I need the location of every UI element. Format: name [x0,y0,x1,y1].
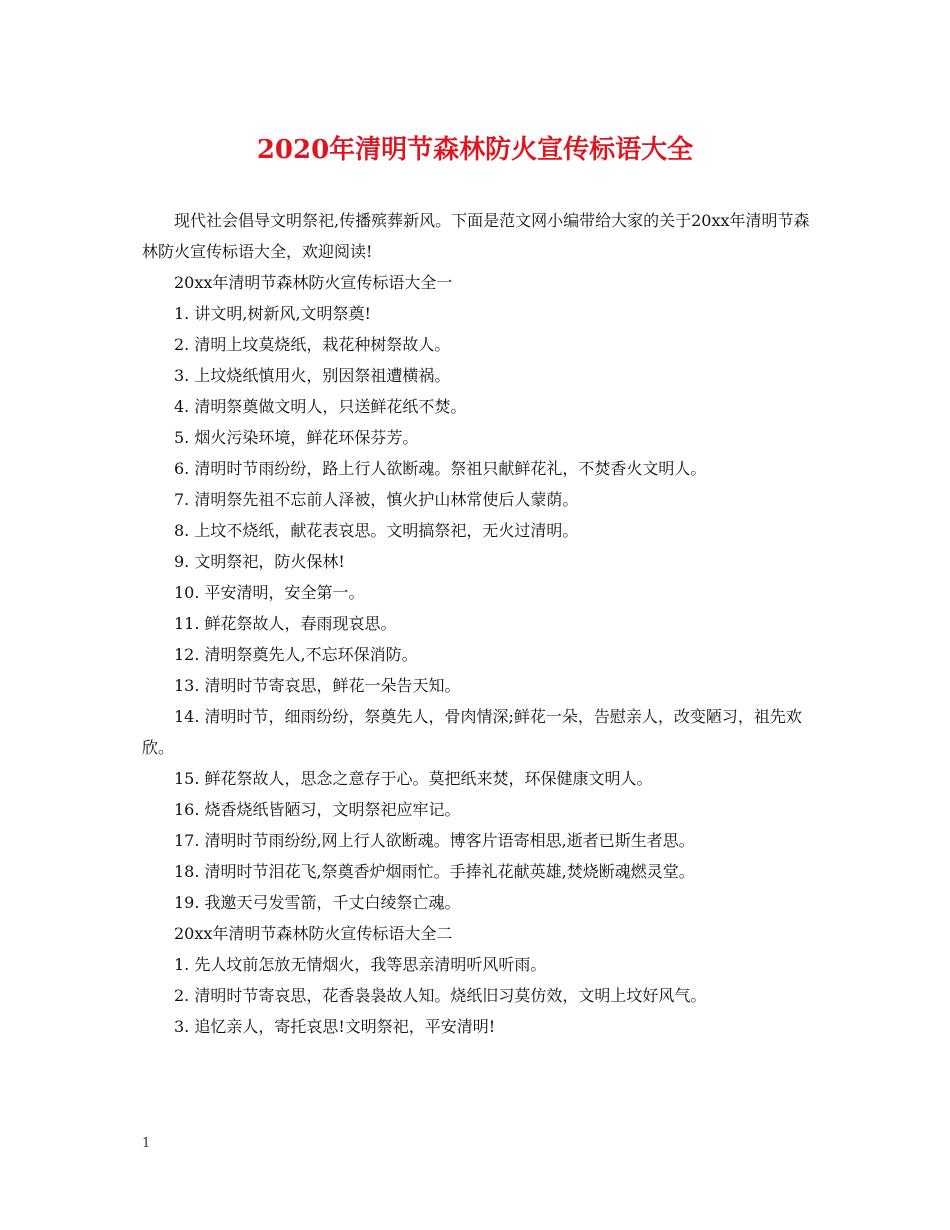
list-item: 9. 文明祭祀，防火保林! [174,552,345,571]
page-number: 1 [142,1136,151,1151]
document-body [142,205,814,1042]
list-item: 12. 清明祭奠先人,不忘环保消防。 [174,645,418,664]
list-item: 8. 上坟不烧纸，献花表哀思。文明搞祭祀，无火过清明。 [174,521,579,540]
list-item: 1. 先人坟前怎放无情烟火，我等思亲清明听风听雨。 [174,955,547,974]
list-item: 2. 清明时节寄哀思，花香袅袅故人知。烧纸旧习莫仿效，文明上坟好风气。 [174,986,707,1005]
list-item: 3. 追忆亲人，寄托哀思!文明祭祀，平安清明! [174,1017,496,1036]
list-item: 11. 鲜花祭故人，春雨现哀思。 [174,614,397,633]
list-item: 3. 上坟烧纸慎用火，别因祭祖遭横祸。 [174,366,451,385]
list-item: 7. 清明祭先祖不忘前人泽被，慎火护山林常使后人蒙荫。 [174,490,579,509]
list-item: 19. 我邀天弓发雪箭，千丈白绫祭亡魂。 [174,893,461,912]
list-item: 5. 烟火污染环境，鲜花环保芬芳。 [174,428,419,447]
list-item: 6. 清明时节雨纷纷，路上行人欲断魂。祭祖只献鲜花礼，不焚香火文明人。 [174,459,707,478]
list-item: 16. 烧香烧纸皆陋习，文明祭祀应牢记。 [174,800,461,819]
list-item: 2. 清明上坟莫烧纸，栽花种树祭故人。 [174,335,451,354]
list-item: 17. 清明时节雨纷纷,网上行人欲断魂。博客片语寄相思,逝者已斯生者思。 [174,831,695,850]
list-item: 14. 清明时节，细雨纷纷，祭奠先人，骨肉情深;鲜花一朵，告慰亲人，改变陋习，祖先欢欣。 [142,707,802,757]
list-item: 4. 清明祭奠做文明人，只送鲜花纸不焚。 [174,397,467,416]
list-item: 10. 平安清明，安全第一。 [174,583,365,602]
list-item: 18. 清明时节泪花飞,祭奠香炉烟雨忙。手捧礼花献英雄,焚烧断魂燃灵堂。 [174,862,695,881]
list-item: 1. 讲文明,树新风,文明祭奠! [174,304,371,323]
list-item: 13. 清明时节寄哀思，鲜花一朵告天知。 [174,676,461,695]
document-title: 2020年清明节森林防火宣传标语大全 [256,135,694,165]
intro-paragraph: 现代社会倡导文明祭祀,传播殡葬新风。下面是范文网小编带给大家的关于20xx年清明节森林防火宣传标语大全，欢迎阅读! [142,211,810,261]
list-item: 15. 鲜花祭故人，思念之意存于心。莫把纸来焚，环保健康文明人。 [174,769,653,788]
section-heading: 20xx年清明节森林防火宣传标语大全二 [174,924,453,943]
section-heading: 20xx年清明节森林防火宣传标语大全一 [174,273,453,292]
